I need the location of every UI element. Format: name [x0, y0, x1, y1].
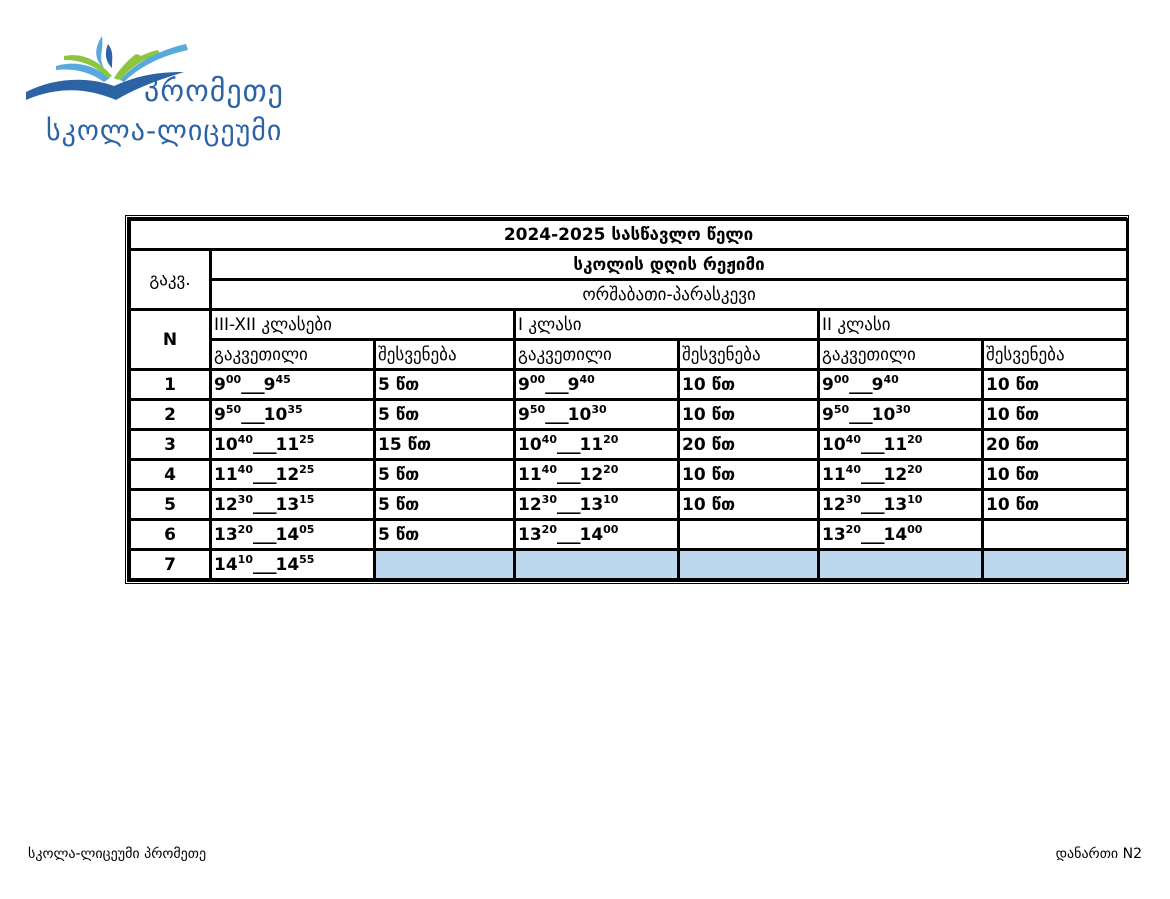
table-row [130, 370, 1128, 400]
break-duration: 10 წთ [983, 490, 1128, 520]
end-hour: 13 [275, 494, 300, 515]
time-separator: ___ [849, 374, 872, 395]
empty-cell [515, 550, 679, 580]
break-duration: 10 წთ [983, 460, 1128, 490]
lesson-time [515, 490, 679, 520]
start-minute: 10 [237, 552, 253, 566]
end-minute: 25 [299, 462, 315, 476]
break-duration: 10 წთ [679, 400, 819, 430]
end-minute: 45 [275, 372, 291, 386]
start-hour: 10 [822, 434, 846, 455]
time-separator: ___ [556, 524, 580, 545]
time-separator: ___ [252, 464, 276, 485]
lesson-number: 7 [130, 550, 211, 580]
end-minute: 40 [883, 372, 899, 386]
break-duration: 10 წთ [679, 370, 819, 400]
time-separator: ___ [241, 404, 264, 425]
start-hour: 12 [518, 494, 542, 515]
lesson-time [211, 520, 375, 550]
start-minute: 50 [225, 402, 242, 416]
start-hour: 9 [214, 404, 226, 425]
start-hour: 13 [518, 524, 542, 545]
end-hour: 9 [263, 374, 276, 395]
start-minute: 50 [529, 402, 546, 416]
lesson-number: 4 [130, 460, 211, 490]
end-minute: 40 [579, 372, 595, 386]
end-minute: 25 [299, 432, 315, 446]
academic-year-title: 2024-2025 სასწავლო წელი [130, 220, 1128, 250]
end-hour: 12 [883, 464, 908, 485]
start-minute: 40 [237, 462, 253, 476]
lesson-time [515, 430, 679, 460]
time-separator: ___ [849, 404, 872, 425]
empty-cell [983, 550, 1128, 580]
time-separator: ___ [545, 374, 568, 395]
lesson-time [211, 460, 375, 490]
start-hour: 13 [822, 524, 846, 545]
schedule-table [128, 218, 1129, 581]
lesson-time [211, 490, 375, 520]
start-minute: 50 [833, 402, 850, 416]
time-separator: ___ [556, 434, 580, 455]
time-separator: ___ [556, 464, 580, 485]
col-lesson-header: გაკვეთილი [819, 340, 983, 370]
end-hour: 11 [275, 434, 300, 455]
time-separator: ___ [860, 434, 884, 455]
start-minute: 30 [237, 492, 253, 506]
start-minute: 00 [833, 372, 850, 386]
time-separator: ___ [241, 374, 264, 395]
col-break-header: შესვენება [375, 340, 515, 370]
lesson-number: 5 [130, 490, 211, 520]
lesson-time [515, 400, 679, 430]
lesson-time [515, 370, 679, 400]
start-hour: 14 [214, 554, 238, 575]
table-header-row [130, 220, 1128, 250]
break-duration: 5 წთ [375, 490, 515, 520]
col-lesson-header: გაკვეთილი [211, 340, 375, 370]
lesson-time [819, 520, 983, 550]
table-row [130, 550, 1128, 580]
end-hour: 9 [567, 374, 580, 395]
end-hour: 14 [579, 524, 604, 545]
break-duration: 15 წთ [375, 430, 515, 460]
logo-name: პრომეთე [144, 74, 284, 109]
end-hour: 14 [275, 554, 300, 575]
start-minute: 40 [845, 462, 861, 476]
break-duration: 5 წთ [375, 460, 515, 490]
lesson-time [819, 430, 983, 460]
table-row [130, 490, 1128, 520]
logo-subtitle: სკოლა-ლიცეუმი [46, 114, 283, 147]
lesson-number: 1 [130, 370, 211, 400]
start-hour: 9 [822, 404, 834, 425]
table-row [130, 430, 1128, 460]
table-row [130, 520, 1128, 550]
lesson-number: 3 [130, 430, 211, 460]
start-hour: 9 [214, 374, 226, 395]
lesson-time [819, 400, 983, 430]
end-hour: 12 [275, 464, 300, 485]
days-title: ორშაბათი-პარასკევი [211, 280, 1128, 310]
footer-school-name: სკოლა-ლიცეუმი პრომეთე [28, 846, 207, 862]
col-break-header: შესვენება [679, 340, 819, 370]
time-separator: ___ [252, 554, 276, 575]
break-duration: 10 წთ [679, 460, 819, 490]
footer-appendix: დანართი N2 [1055, 846, 1142, 862]
start-hour: 12 [822, 494, 846, 515]
end-hour: 10 [263, 404, 288, 425]
break-duration: 20 წთ [983, 430, 1128, 460]
end-minute: 10 [603, 492, 619, 506]
end-hour: 11 [579, 434, 604, 455]
table-header-row [130, 340, 1128, 370]
n-header: N [130, 310, 211, 370]
start-minute: 40 [845, 432, 861, 446]
empty-cell [375, 550, 515, 580]
lesson-time [819, 370, 983, 400]
col-break-header: შესვენება [983, 340, 1128, 370]
table-row [130, 400, 1128, 430]
break-duration: 5 წთ [375, 370, 515, 400]
table-header-row [130, 310, 1128, 340]
time-separator: ___ [252, 434, 276, 455]
time-separator: ___ [860, 524, 884, 545]
schedule-rows [130, 370, 1128, 580]
time-separator: ___ [545, 404, 568, 425]
lesson-abbr-header: გაკვ. [130, 250, 211, 310]
empty-cell [819, 550, 983, 580]
start-minute: 30 [845, 492, 861, 506]
end-hour: 11 [883, 434, 908, 455]
lesson-number: 6 [130, 520, 211, 550]
start-hour: 9 [822, 374, 834, 395]
end-minute: 05 [299, 522, 315, 536]
lesson-time [515, 460, 679, 490]
start-hour: 10 [518, 434, 542, 455]
end-minute: 20 [907, 462, 923, 476]
end-minute: 55 [299, 552, 315, 566]
start-minute: 00 [225, 372, 242, 386]
start-hour: 9 [518, 404, 530, 425]
start-hour: 11 [518, 464, 542, 485]
lesson-time [211, 400, 375, 430]
end-minute: 10 [907, 492, 923, 506]
break-duration: 20 წთ [679, 430, 819, 460]
end-minute: 20 [603, 432, 619, 446]
time-separator: ___ [860, 464, 884, 485]
end-minute: 30 [895, 402, 911, 416]
start-minute: 00 [529, 372, 546, 386]
break-duration: 5 წთ [375, 400, 515, 430]
table-row [130, 460, 1128, 490]
end-minute: 35 [287, 402, 303, 416]
break-duration [679, 520, 819, 550]
break-duration: 10 წთ [983, 400, 1128, 430]
end-hour: 14 [275, 524, 300, 545]
start-hour: 11 [822, 464, 846, 485]
start-hour: 10 [214, 434, 238, 455]
school-logo [24, 30, 324, 150]
lesson-time [211, 430, 375, 460]
start-hour: 9 [518, 374, 530, 395]
start-minute: 30 [541, 492, 557, 506]
lesson-time [819, 460, 983, 490]
group-header-3-12: III-XII კლასები [211, 310, 515, 340]
lesson-time [515, 520, 679, 550]
end-hour: 10 [567, 404, 592, 425]
start-minute: 40 [541, 462, 557, 476]
time-separator: ___ [860, 494, 884, 515]
end-minute: 00 [907, 522, 923, 536]
lesson-time [211, 370, 375, 400]
empty-cell [679, 550, 819, 580]
table-header-row [130, 250, 1128, 280]
lesson-time [819, 490, 983, 520]
end-minute: 30 [591, 402, 607, 416]
lesson-number: 2 [130, 400, 211, 430]
end-hour: 12 [579, 464, 604, 485]
end-minute: 20 [603, 462, 619, 476]
table-header-row [130, 280, 1128, 310]
break-duration: 10 წთ [983, 370, 1128, 400]
break-duration: 5 წთ [375, 520, 515, 550]
start-minute: 20 [845, 522, 861, 536]
end-minute: 20 [907, 432, 923, 446]
end-hour: 9 [871, 374, 884, 395]
time-separator: ___ [556, 494, 580, 515]
group-header-2: II კლასი [819, 310, 1128, 340]
time-separator: ___ [252, 494, 276, 515]
end-hour: 14 [883, 524, 908, 545]
schedule-table-frame [125, 215, 1129, 584]
end-hour: 13 [883, 494, 908, 515]
start-hour: 12 [214, 494, 238, 515]
break-duration [983, 520, 1128, 550]
start-hour: 11 [214, 464, 238, 485]
start-minute: 40 [237, 432, 253, 446]
end-hour: 10 [871, 404, 896, 425]
start-minute: 20 [237, 522, 253, 536]
start-minute: 40 [541, 432, 557, 446]
col-lesson-header: გაკვეთილი [515, 340, 679, 370]
start-hour: 13 [214, 524, 238, 545]
time-separator: ___ [252, 524, 276, 545]
start-minute: 20 [541, 522, 557, 536]
end-minute: 15 [299, 492, 315, 506]
end-minute: 00 [603, 522, 619, 536]
lesson-time [211, 550, 375, 580]
group-header-1: I კლასი [515, 310, 819, 340]
end-hour: 13 [579, 494, 604, 515]
regime-title: სკოლის დღის რეჟიმი [211, 250, 1128, 280]
break-duration: 10 წთ [679, 490, 819, 520]
